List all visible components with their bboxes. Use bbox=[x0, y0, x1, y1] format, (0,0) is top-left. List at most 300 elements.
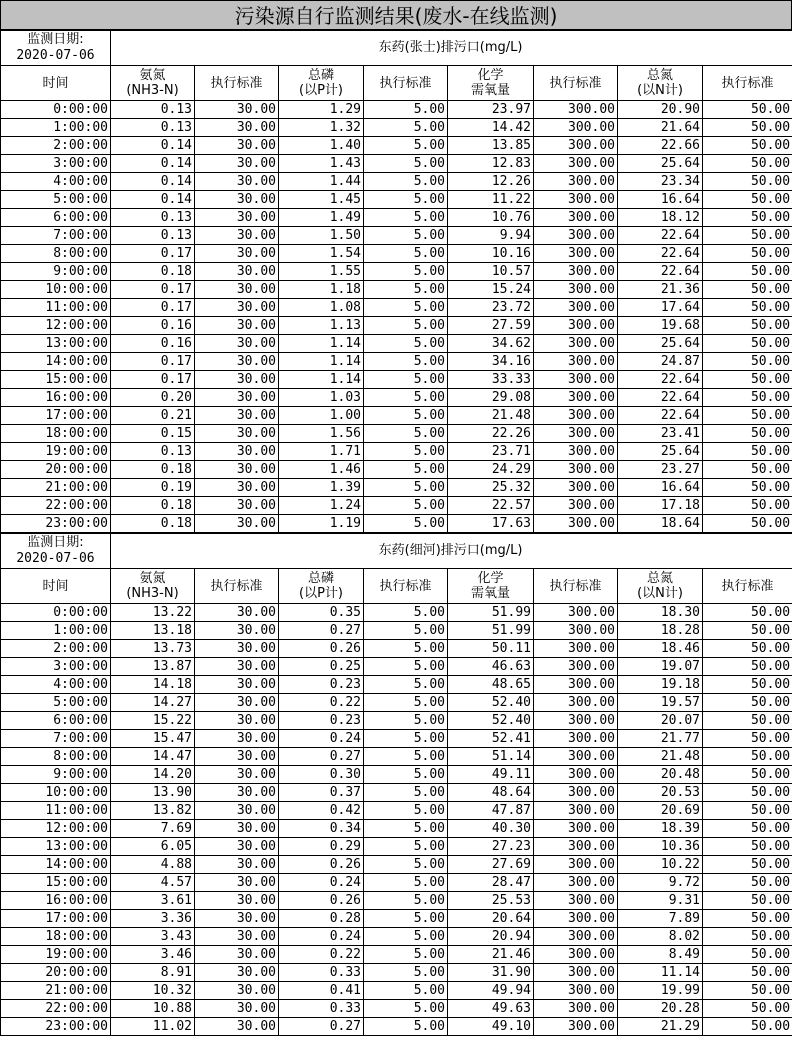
nitrogen-standard: 50.00 bbox=[703, 155, 792, 173]
phosphorus-standard: 5.00 bbox=[364, 101, 448, 119]
ammonia-standard: 30.00 bbox=[195, 515, 279, 533]
nitrogen-header-line: (以N计) bbox=[637, 83, 683, 98]
nitrogen-value: 20.07 bbox=[618, 712, 703, 730]
phosphorus-value: 0.25 bbox=[279, 658, 364, 676]
time-cell: 17:00:00 bbox=[1, 407, 111, 425]
table-row bbox=[1, 982, 792, 1000]
standard-header: 执行标准 bbox=[534, 569, 618, 604]
table-row bbox=[1, 694, 792, 712]
time-cell: 2:00:00 bbox=[1, 137, 111, 155]
cod-value: 47.87 bbox=[448, 802, 534, 820]
ammonia-value: 4.57 bbox=[111, 874, 195, 892]
table-row bbox=[1, 497, 792, 515]
cod-value: 25.53 bbox=[448, 892, 534, 910]
ammonia-standard: 30.00 bbox=[195, 640, 279, 658]
nitrogen-value: 22.66 bbox=[618, 137, 703, 155]
time-cell: 14:00:00 bbox=[1, 353, 111, 371]
table-row bbox=[1, 137, 792, 155]
cod-standard: 300.00 bbox=[534, 928, 618, 946]
cod-standard: 300.00 bbox=[534, 676, 618, 694]
cod-header-line: 化学 bbox=[477, 571, 504, 586]
nitrogen-value: 21.77 bbox=[618, 730, 703, 748]
nitrogen-value: 20.48 bbox=[618, 766, 703, 784]
table-row bbox=[1, 604, 792, 622]
nitrogen-value: 25.64 bbox=[618, 155, 703, 173]
phosphorus-value: 0.26 bbox=[279, 856, 364, 874]
ammonia-value: 14.47 bbox=[111, 748, 195, 766]
ammonia-standard: 30.00 bbox=[195, 658, 279, 676]
cod-standard: 300.00 bbox=[534, 263, 618, 281]
ammonia-header-line: (NH3-N) bbox=[126, 83, 179, 98]
table-row bbox=[1, 856, 792, 874]
phosphorus-standard: 5.00 bbox=[364, 964, 448, 982]
nitrogen-standard: 50.00 bbox=[703, 443, 792, 461]
cod-value: 40.30 bbox=[448, 820, 534, 838]
nitrogen-standard: 50.00 bbox=[703, 317, 792, 335]
ammonia-standard: 30.00 bbox=[195, 461, 279, 479]
nitrogen-standard: 50.00 bbox=[703, 461, 792, 479]
phosphorus-value: 1.13 bbox=[279, 317, 364, 335]
cod-standard: 300.00 bbox=[534, 766, 618, 784]
time-cell: 1:00:00 bbox=[1, 119, 111, 137]
outlet-name: 东药(细河)排污口(mg/L) bbox=[111, 534, 792, 569]
cod-value: 24.29 bbox=[448, 461, 534, 479]
nitrogen-value: 19.07 bbox=[618, 658, 703, 676]
cod-standard: 300.00 bbox=[534, 604, 618, 622]
nitrogen-value: 17.18 bbox=[618, 497, 703, 515]
cod-header-line: 需氧量 bbox=[470, 586, 510, 601]
phosphorus-header bbox=[279, 569, 364, 604]
phosphorus-standard: 5.00 bbox=[364, 209, 448, 227]
table-row bbox=[1, 820, 792, 838]
nitrogen-standard: 50.00 bbox=[703, 712, 792, 730]
table-row bbox=[1, 245, 792, 263]
cod-standard: 300.00 bbox=[534, 658, 618, 676]
cod-standard: 300.00 bbox=[534, 748, 618, 766]
ammonia-value: 11.02 bbox=[111, 1018, 195, 1036]
nitrogen-value: 19.68 bbox=[618, 317, 703, 335]
monitoring-date bbox=[1, 31, 111, 66]
cod-value: 27.23 bbox=[448, 838, 534, 856]
nitrogen-value: 8.02 bbox=[618, 928, 703, 946]
phosphorus-value: 0.29 bbox=[279, 838, 364, 856]
table-row bbox=[1, 173, 792, 191]
ammonia-header-line: (NH3-N) bbox=[126, 586, 179, 601]
table-row bbox=[1, 712, 792, 730]
cod-standard: 300.00 bbox=[534, 874, 618, 892]
ammonia-standard: 30.00 bbox=[195, 1018, 279, 1036]
phosphorus-standard: 5.00 bbox=[364, 784, 448, 802]
phosphorus-value: 1.32 bbox=[279, 119, 364, 137]
phosphorus-standard: 5.00 bbox=[364, 227, 448, 245]
cod-value: 10.16 bbox=[448, 245, 534, 263]
standard-header: 执行标准 bbox=[534, 66, 618, 101]
cod-value: 22.57 bbox=[448, 497, 534, 515]
cod-standard: 300.00 bbox=[534, 281, 618, 299]
time-cell: 15:00:00 bbox=[1, 371, 111, 389]
phosphorus-standard: 5.00 bbox=[364, 946, 448, 964]
section-meta-row bbox=[1, 534, 792, 569]
phosphorus-value: 1.71 bbox=[279, 443, 364, 461]
phosphorus-standard: 5.00 bbox=[364, 191, 448, 209]
cod-standard: 300.00 bbox=[534, 371, 618, 389]
phosphorus-standard: 5.00 bbox=[364, 371, 448, 389]
phosphorus-value: 1.56 bbox=[279, 425, 364, 443]
time-cell: 8:00:00 bbox=[1, 748, 111, 766]
ammonia-value: 0.13 bbox=[111, 443, 195, 461]
cod-standard: 300.00 bbox=[534, 1000, 618, 1018]
table-row bbox=[1, 299, 792, 317]
cod-standard: 300.00 bbox=[534, 461, 618, 479]
phosphorus-value: 0.35 bbox=[279, 604, 364, 622]
phosphorus-standard: 5.00 bbox=[364, 982, 448, 1000]
phosphorus-value: 0.27 bbox=[279, 748, 364, 766]
cod-standard: 300.00 bbox=[534, 137, 618, 155]
phosphorus-standard: 5.00 bbox=[364, 910, 448, 928]
phosphorus-value: 0.23 bbox=[279, 676, 364, 694]
cod-standard: 300.00 bbox=[534, 640, 618, 658]
nitrogen-value: 25.64 bbox=[618, 335, 703, 353]
cod-standard: 300.00 bbox=[534, 101, 618, 119]
nitrogen-standard: 50.00 bbox=[703, 658, 792, 676]
table-row bbox=[1, 389, 792, 407]
monitoring-table bbox=[0, 533, 792, 1036]
phosphorus-value: 1.46 bbox=[279, 461, 364, 479]
phosphorus-standard: 5.00 bbox=[364, 874, 448, 892]
cod-value: 49.11 bbox=[448, 766, 534, 784]
ammonia-standard: 30.00 bbox=[195, 281, 279, 299]
phosphorus-header-line: (以P计) bbox=[299, 586, 343, 601]
ammonia-standard: 30.00 bbox=[195, 335, 279, 353]
phosphorus-value: 1.19 bbox=[279, 515, 364, 533]
cod-standard: 300.00 bbox=[534, 407, 618, 425]
cod-value: 48.64 bbox=[448, 784, 534, 802]
nitrogen-standard: 50.00 bbox=[703, 802, 792, 820]
date-label: 监测日期: bbox=[27, 32, 84, 47]
ammonia-standard: 30.00 bbox=[195, 712, 279, 730]
time-cell: 9:00:00 bbox=[1, 766, 111, 784]
ammonia-standard: 30.00 bbox=[195, 353, 279, 371]
phosphorus-standard: 5.00 bbox=[364, 1018, 448, 1036]
phosphorus-standard: 5.00 bbox=[364, 173, 448, 191]
phosphorus-value: 1.18 bbox=[279, 281, 364, 299]
table-row bbox=[1, 1018, 792, 1036]
phosphorus-value: 1.43 bbox=[279, 155, 364, 173]
cod-value: 34.62 bbox=[448, 335, 534, 353]
ammonia-value: 0.14 bbox=[111, 191, 195, 209]
phosphorus-standard: 5.00 bbox=[364, 820, 448, 838]
table-row bbox=[1, 461, 792, 479]
phosphorus-standard: 5.00 bbox=[364, 712, 448, 730]
cod-value: 21.46 bbox=[448, 946, 534, 964]
cod-value: 20.64 bbox=[448, 910, 534, 928]
nitrogen-value: 20.28 bbox=[618, 1000, 703, 1018]
phosphorus-standard: 5.00 bbox=[364, 263, 448, 281]
nitrogen-value: 20.69 bbox=[618, 802, 703, 820]
cod-standard: 300.00 bbox=[534, 892, 618, 910]
phosphorus-standard: 5.00 bbox=[364, 928, 448, 946]
cod-value: 48.65 bbox=[448, 676, 534, 694]
phosphorus-standard: 5.00 bbox=[364, 389, 448, 407]
phosphorus-standard: 5.00 bbox=[364, 658, 448, 676]
time-cell: 16:00:00 bbox=[1, 389, 111, 407]
time-cell: 9:00:00 bbox=[1, 263, 111, 281]
ammonia-standard: 30.00 bbox=[195, 856, 279, 874]
ammonia-value: 6.05 bbox=[111, 838, 195, 856]
phosphorus-standard: 5.00 bbox=[364, 137, 448, 155]
nitrogen-value: 21.64 bbox=[618, 119, 703, 137]
phosphorus-header-line: (以P计) bbox=[299, 83, 343, 98]
ammonia-value: 0.17 bbox=[111, 371, 195, 389]
table-row bbox=[1, 730, 792, 748]
cod-standard: 300.00 bbox=[534, 910, 618, 928]
nitrogen-standard: 50.00 bbox=[703, 964, 792, 982]
date-value: 2020-07-06 bbox=[16, 48, 95, 63]
time-cell: 1:00:00 bbox=[1, 622, 111, 640]
table-row bbox=[1, 910, 792, 928]
phosphorus-value: 1.24 bbox=[279, 497, 364, 515]
cod-value: 46.63 bbox=[448, 658, 534, 676]
table-row bbox=[1, 425, 792, 443]
nitrogen-standard: 50.00 bbox=[703, 515, 792, 533]
section-meta-row bbox=[1, 31, 792, 66]
ammonia-standard: 30.00 bbox=[195, 604, 279, 622]
nitrogen-value: 20.90 bbox=[618, 101, 703, 119]
nitrogen-standard: 50.00 bbox=[703, 982, 792, 1000]
phosphorus-value: 1.29 bbox=[279, 101, 364, 119]
ammonia-value: 0.13 bbox=[111, 227, 195, 245]
cod-value: 49.94 bbox=[448, 982, 534, 1000]
ammonia-value: 0.14 bbox=[111, 137, 195, 155]
ammonia-standard: 30.00 bbox=[195, 173, 279, 191]
phosphorus-standard: 5.00 bbox=[364, 119, 448, 137]
cod-value: 15.24 bbox=[448, 281, 534, 299]
ammonia-value: 0.14 bbox=[111, 173, 195, 191]
nitrogen-standard: 50.00 bbox=[703, 892, 792, 910]
time-cell: 10:00:00 bbox=[1, 784, 111, 802]
phosphorus-value: 0.33 bbox=[279, 964, 364, 982]
table-row bbox=[1, 353, 792, 371]
ammonia-value: 7.69 bbox=[111, 820, 195, 838]
sections-container bbox=[0, 30, 792, 1036]
table-row bbox=[1, 227, 792, 245]
ammonia-value: 14.27 bbox=[111, 694, 195, 712]
nitrogen-value: 18.46 bbox=[618, 640, 703, 658]
nitrogen-value: 10.22 bbox=[618, 856, 703, 874]
time-cell: 8:00:00 bbox=[1, 245, 111, 263]
time-cell: 0:00:00 bbox=[1, 604, 111, 622]
cod-standard: 300.00 bbox=[534, 1018, 618, 1036]
phosphorus-standard: 5.00 bbox=[364, 155, 448, 173]
ammonia-value: 0.14 bbox=[111, 155, 195, 173]
cod-value: 17.63 bbox=[448, 515, 534, 533]
ammonia-value: 10.88 bbox=[111, 1000, 195, 1018]
time-cell: 6:00:00 bbox=[1, 712, 111, 730]
phosphorus-standard: 5.00 bbox=[364, 676, 448, 694]
time-cell: 20:00:00 bbox=[1, 461, 111, 479]
nitrogen-value: 18.30 bbox=[618, 604, 703, 622]
table-row bbox=[1, 892, 792, 910]
cod-standard: 300.00 bbox=[534, 497, 618, 515]
ammonia-standard: 30.00 bbox=[195, 838, 279, 856]
time-cell: 10:00:00 bbox=[1, 281, 111, 299]
ammonia-value: 0.18 bbox=[111, 263, 195, 281]
phosphorus-standard: 5.00 bbox=[364, 281, 448, 299]
cod-value: 12.26 bbox=[448, 173, 534, 191]
ammonia-value: 0.13 bbox=[111, 101, 195, 119]
nitrogen-standard: 50.00 bbox=[703, 227, 792, 245]
table-row bbox=[1, 515, 792, 533]
phosphorus-value: 0.37 bbox=[279, 784, 364, 802]
phosphorus-value: 1.14 bbox=[279, 335, 364, 353]
time-cell: 22:00:00 bbox=[1, 497, 111, 515]
cod-value: 28.47 bbox=[448, 874, 534, 892]
phosphorus-standard: 5.00 bbox=[364, 479, 448, 497]
nitrogen-standard: 50.00 bbox=[703, 101, 792, 119]
nitrogen-standard: 50.00 bbox=[703, 1018, 792, 1036]
nitrogen-standard: 50.00 bbox=[703, 946, 792, 964]
time-cell: 0:00:00 bbox=[1, 101, 111, 119]
nitrogen-standard: 50.00 bbox=[703, 353, 792, 371]
cod-value: 13.85 bbox=[448, 137, 534, 155]
nitrogen-value: 18.12 bbox=[618, 209, 703, 227]
ammonia-header bbox=[111, 66, 195, 101]
table-row bbox=[1, 748, 792, 766]
cod-standard: 300.00 bbox=[534, 317, 618, 335]
cod-value: 27.69 bbox=[448, 856, 534, 874]
ammonia-standard: 30.00 bbox=[195, 892, 279, 910]
cod-standard: 300.00 bbox=[534, 838, 618, 856]
cod-value: 23.72 bbox=[448, 299, 534, 317]
cod-value: 34.16 bbox=[448, 353, 534, 371]
ammonia-value: 10.32 bbox=[111, 982, 195, 1000]
phosphorus-value: 0.33 bbox=[279, 1000, 364, 1018]
cod-value: 51.99 bbox=[448, 622, 534, 640]
ammonia-standard: 30.00 bbox=[195, 964, 279, 982]
nitrogen-standard: 50.00 bbox=[703, 1000, 792, 1018]
cod-standard: 300.00 bbox=[534, 335, 618, 353]
time-cell: 5:00:00 bbox=[1, 694, 111, 712]
phosphorus-value: 0.26 bbox=[279, 892, 364, 910]
cod-value: 22.26 bbox=[448, 425, 534, 443]
ammonia-standard: 30.00 bbox=[195, 820, 279, 838]
nitrogen-value: 9.72 bbox=[618, 874, 703, 892]
cod-header bbox=[448, 569, 534, 604]
ammonia-standard: 30.00 bbox=[195, 299, 279, 317]
ammonia-value: 0.17 bbox=[111, 353, 195, 371]
ammonia-standard: 30.00 bbox=[195, 497, 279, 515]
nitrogen-value: 19.18 bbox=[618, 676, 703, 694]
time-header: 时间 bbox=[1, 569, 111, 604]
cod-value: 10.57 bbox=[448, 263, 534, 281]
nitrogen-standard: 50.00 bbox=[703, 371, 792, 389]
time-cell: 13:00:00 bbox=[1, 838, 111, 856]
nitrogen-value: 10.36 bbox=[618, 838, 703, 856]
table-row bbox=[1, 443, 792, 461]
phosphorus-value: 0.23 bbox=[279, 712, 364, 730]
cod-value: 27.59 bbox=[448, 317, 534, 335]
table-row bbox=[1, 658, 792, 676]
nitrogen-header bbox=[618, 569, 703, 604]
cod-value: 23.71 bbox=[448, 443, 534, 461]
phosphorus-value: 0.24 bbox=[279, 874, 364, 892]
nitrogen-value: 22.64 bbox=[618, 371, 703, 389]
phosphorus-standard: 5.00 bbox=[364, 335, 448, 353]
table-row bbox=[1, 479, 792, 497]
nitrogen-value: 22.64 bbox=[618, 389, 703, 407]
ammonia-value: 15.22 bbox=[111, 712, 195, 730]
time-cell: 5:00:00 bbox=[1, 191, 111, 209]
cod-standard: 300.00 bbox=[534, 443, 618, 461]
phosphorus-standard: 5.00 bbox=[364, 694, 448, 712]
nitrogen-standard: 50.00 bbox=[703, 928, 792, 946]
table-row bbox=[1, 640, 792, 658]
phosphorus-value: 1.03 bbox=[279, 389, 364, 407]
ammonia-value: 0.16 bbox=[111, 317, 195, 335]
nitrogen-value: 22.64 bbox=[618, 227, 703, 245]
time-cell: 19:00:00 bbox=[1, 946, 111, 964]
ammonia-standard: 30.00 bbox=[195, 209, 279, 227]
cod-value: 23.97 bbox=[448, 101, 534, 119]
ammonia-header-line: 氨氮 bbox=[139, 571, 166, 586]
nitrogen-value: 21.48 bbox=[618, 748, 703, 766]
phosphorus-value: 0.34 bbox=[279, 820, 364, 838]
ammonia-value: 0.15 bbox=[111, 425, 195, 443]
time-cell: 3:00:00 bbox=[1, 658, 111, 676]
phosphorus-value: 1.08 bbox=[279, 299, 364, 317]
nitrogen-standard: 50.00 bbox=[703, 730, 792, 748]
phosphorus-standard: 5.00 bbox=[364, 497, 448, 515]
nitrogen-value: 25.64 bbox=[618, 443, 703, 461]
phosphorus-value: 1.55 bbox=[279, 263, 364, 281]
time-cell: 17:00:00 bbox=[1, 910, 111, 928]
phosphorus-standard: 5.00 bbox=[364, 892, 448, 910]
time-cell: 20:00:00 bbox=[1, 964, 111, 982]
time-cell: 12:00:00 bbox=[1, 317, 111, 335]
table-row bbox=[1, 263, 792, 281]
ammonia-value: 13.73 bbox=[111, 640, 195, 658]
time-cell: 11:00:00 bbox=[1, 299, 111, 317]
time-cell: 13:00:00 bbox=[1, 335, 111, 353]
phosphorus-standard: 5.00 bbox=[364, 425, 448, 443]
phosphorus-standard: 5.00 bbox=[364, 407, 448, 425]
table-row bbox=[1, 209, 792, 227]
cod-standard: 300.00 bbox=[534, 155, 618, 173]
table-row bbox=[1, 335, 792, 353]
cod-header bbox=[448, 66, 534, 101]
nitrogen-value: 23.34 bbox=[618, 173, 703, 191]
time-cell: 7:00:00 bbox=[1, 730, 111, 748]
ammonia-standard: 30.00 bbox=[195, 317, 279, 335]
phosphorus-value: 0.30 bbox=[279, 766, 364, 784]
ammonia-value: 3.36 bbox=[111, 910, 195, 928]
cod-standard: 300.00 bbox=[534, 946, 618, 964]
ammonia-value: 13.18 bbox=[111, 622, 195, 640]
nitrogen-header-line: 总氮 bbox=[646, 571, 673, 586]
ammonia-standard: 30.00 bbox=[195, 155, 279, 173]
ammonia-standard: 30.00 bbox=[195, 443, 279, 461]
phosphorus-standard: 5.00 bbox=[364, 730, 448, 748]
time-cell: 18:00:00 bbox=[1, 425, 111, 443]
date-value: 2020-07-06 bbox=[16, 551, 95, 566]
ammonia-standard: 30.00 bbox=[195, 389, 279, 407]
phosphorus-value: 0.24 bbox=[279, 928, 364, 946]
nitrogen-value: 19.57 bbox=[618, 694, 703, 712]
cod-standard: 300.00 bbox=[534, 964, 618, 982]
cod-value: 50.11 bbox=[448, 640, 534, 658]
table-row bbox=[1, 622, 792, 640]
phosphorus-value: 0.24 bbox=[279, 730, 364, 748]
